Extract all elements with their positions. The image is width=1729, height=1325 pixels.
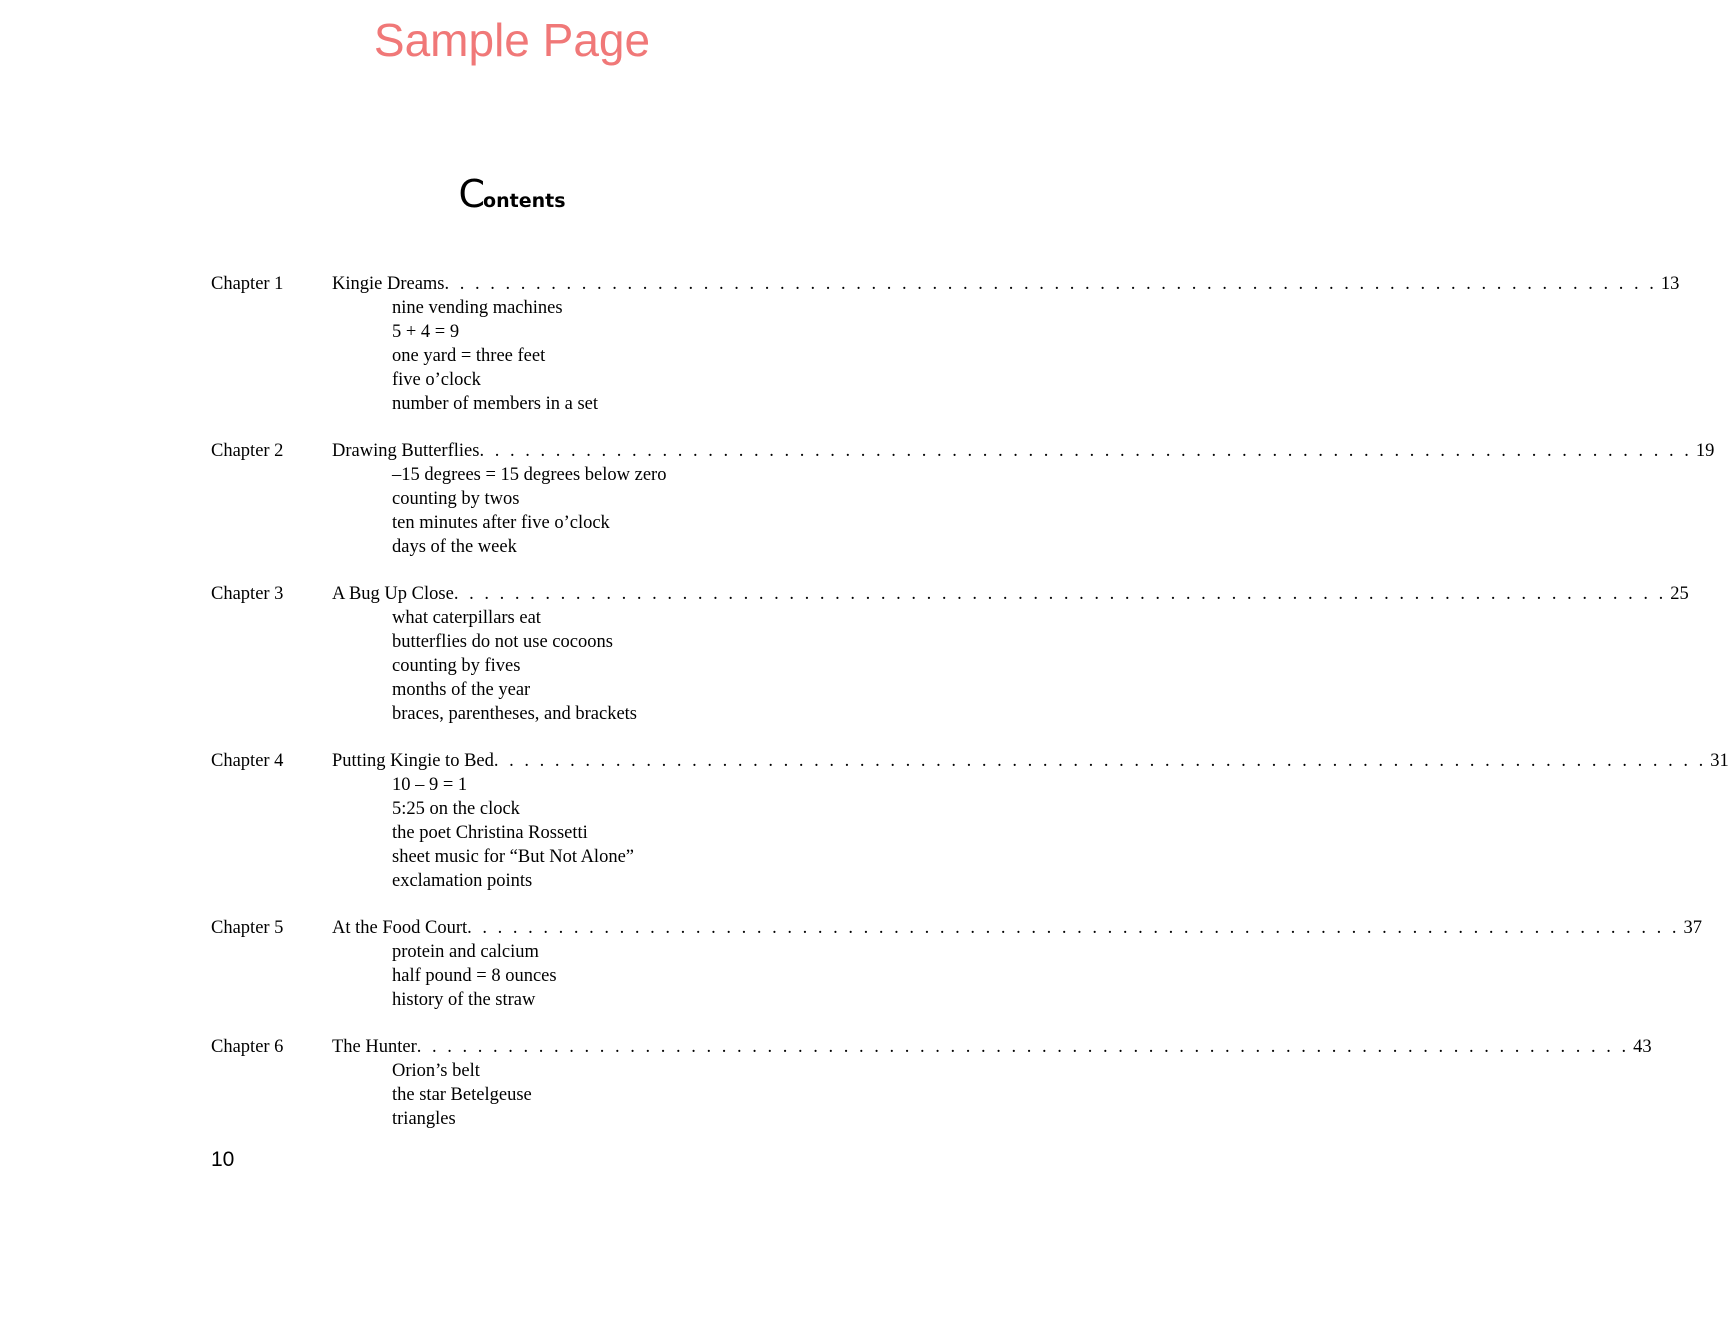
chapter-topics-list [211, 773, 814, 893]
chapter-entry [211, 1035, 1652, 1131]
chapter-title: Drawing Butterflies [332, 441, 480, 461]
chapter-heading-row [211, 916, 1703, 940]
dot-leader: . . . . . . . . . . . . . . . . . . . . . . . . . . . . . . . . . . . . . . . . . . . . . . . . . . . . . . . . . . . . . . . . . . . . . . . . . . . . . . . . [467, 918, 1680, 938]
dot-leader: . . . . . . . . . . . . . . . . . . . . . . . . . . . . . . . . . . . . . . . . . . . . . . . . . . . . . . . . . . . . . . . . . . . . . . . . . . . . . . . . [416, 1037, 1630, 1057]
topic-item: counting by twos [392, 489, 520, 509]
topic-item: the star Betelgeuse [392, 1085, 532, 1105]
topic-item: days of the week [392, 537, 517, 557]
topic-item: one yard = three feet [392, 346, 546, 366]
chapter-label: Chapter 3 [211, 584, 284, 604]
chapter-title: Kingie Dreams [332, 274, 445, 294]
topic-item: 5:25 on the clock [392, 799, 520, 819]
topic-item: months of the year [392, 680, 531, 700]
chapter-entry [211, 749, 1729, 893]
topic-item: ten minutes after five o’clock [392, 513, 610, 533]
chapter-label: Chapter 6 [211, 1037, 284, 1057]
topic-item: counting by fives [392, 656, 521, 676]
chapter-title: At the Food Court [332, 918, 468, 938]
chapter-entry [211, 916, 1703, 1012]
topic-item: history of the straw [392, 990, 536, 1010]
chapter-heading-row [211, 582, 1689, 606]
chapter-entry [211, 439, 1715, 559]
topic-item: triangles [392, 1109, 456, 1129]
chapter-heading-row [211, 439, 1715, 463]
chapter-topics-list [211, 463, 814, 559]
dot-leader: . . . . . . . . . . . . . . . . . . . . . . . . . . . . . . . . . . . . . . . . . . . . . . . . . . . . . . . . . . . . . . . . . . . . . . . . . . . . . . . . [493, 751, 1707, 771]
topic-item: half pound = 8 ounces [392, 966, 557, 986]
topic-item: braces, parentheses, and brackets [392, 704, 638, 724]
chapter-page-number: 37 [1683, 918, 1703, 938]
chapter-title-line [332, 439, 1715, 463]
chapter-heading-row [211, 1035, 1652, 1059]
chapter-title-line [332, 582, 1689, 606]
chapter-topics-list [211, 940, 814, 1012]
topic-item: what caterpillars eat [392, 608, 541, 628]
chapter-title: Putting Kingie to Bed [332, 751, 494, 771]
topic-item: protein and calcium [392, 942, 539, 962]
topic-item: –15 degrees = 15 degrees below zero [392, 465, 667, 485]
topic-item: number of members in a set [392, 394, 599, 414]
topic-item: exclamation points [392, 871, 533, 891]
topic-item: 5 + 4 = 9 [392, 322, 460, 342]
chapter-topics-list [211, 1059, 814, 1131]
chapter-title-line [332, 1035, 1652, 1059]
topic-item: nine vending machines [392, 298, 563, 318]
dot-leader: . . . . . . . . . . . . . . . . . . . . . . . . . . . . . . . . . . . . . . . . . . . . . . . . . . . . . . . . . . . . . . . . . . . . . . . . . . . . . . . . [479, 441, 1692, 461]
chapter-title: A Bug Up Close [332, 584, 454, 604]
chapter-title-line [332, 749, 1729, 773]
page-number: 10 [211, 1148, 235, 1171]
chapter-page-number: 31 [1710, 751, 1729, 771]
chapter-title: The Hunter [332, 1037, 417, 1057]
chapter-label: Chapter 4 [211, 751, 284, 771]
contents-heading-rest: ontents [483, 190, 566, 212]
dot-leader: . . . . . . . . . . . . . . . . . . . . . . . . . . . . . . . . . . . . . . . . . . . . . . . . . . . . . . . . . . . . . . . . . . . . . . . . . . . . . . . . [453, 584, 1667, 604]
chapter-title-line [332, 272, 1680, 296]
sample-page-watermark: Sample Page [373, 14, 651, 66]
contents-heading-initial: C [458, 172, 484, 216]
table-of-contents [211, 272, 1729, 1154]
chapter-page-number: 19 [1695, 441, 1715, 461]
chapter-entry [211, 272, 1680, 416]
topic-item: five o’clock [392, 370, 481, 390]
chapter-heading-row [211, 272, 1680, 296]
chapter-page-number: 25 [1670, 584, 1689, 604]
chapter-heading-row [211, 749, 1729, 773]
chapter-label: Chapter 5 [211, 918, 284, 938]
topic-item: 10 – 9 = 1 [392, 775, 468, 795]
chapter-topics-list [211, 606, 814, 726]
topic-item: the poet Christina Rossetti [392, 823, 588, 843]
chapter-page-number: 43 [1633, 1037, 1652, 1057]
topic-item: butterflies do not use cocoons [392, 632, 613, 652]
chapter-page-number: 13 [1660, 274, 1680, 294]
chapter-title-line [332, 916, 1703, 940]
contents-heading [0, 174, 1024, 221]
dot-leader: . . . . . . . . . . . . . . . . . . . . . . . . . . . . . . . . . . . . . . . . . . . . . . . . . . . . . . . . . . . . . . . . . . . . . . . . . . . . . . . . [444, 274, 1657, 294]
topic-item: Orion’s belt [392, 1061, 480, 1081]
chapter-entry [211, 582, 1689, 726]
topic-item: sheet music for “But Not Alone” [392, 847, 634, 867]
chapter-label: Chapter 2 [211, 441, 284, 461]
chapter-label: Chapter 1 [211, 274, 284, 294]
chapter-topics-list [211, 296, 814, 416]
